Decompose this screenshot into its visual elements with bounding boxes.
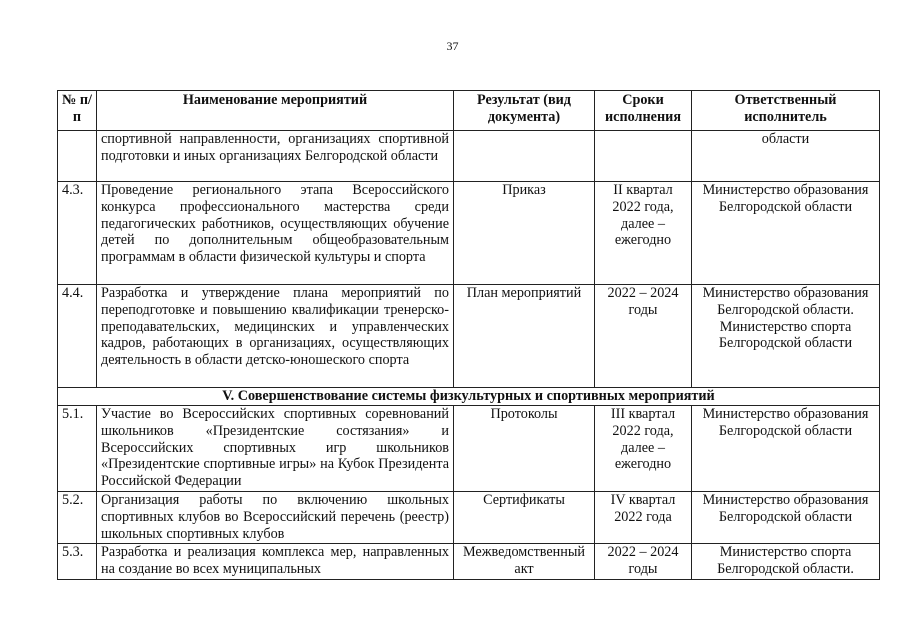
row-result: План мероприятий xyxy=(454,285,595,388)
row-num: 5.3. xyxy=(58,544,97,580)
row-terms: 2022 – 2024 годы xyxy=(595,285,692,388)
section-title: V. Совершенствование системы физкультурных и спортивных мероприятий xyxy=(58,388,880,406)
row-executor: Министерство образования Белгородской области xyxy=(692,492,880,544)
header-executor: Ответственный исполнитель xyxy=(692,91,880,131)
header-result: Результат (вид документа) xyxy=(454,91,595,131)
row-executor: Министерство спорта Белгородской области. xyxy=(692,544,880,580)
row-num: 5.2. xyxy=(58,492,97,544)
table-row xyxy=(58,544,880,580)
table-row xyxy=(58,182,880,285)
row-name: Организация работы по включению школьных спортивных клубов во Всероссийский перечень (реестр) школьных спортивных клубов xyxy=(97,492,454,544)
row-executor: области xyxy=(692,131,880,182)
row-result: Сертификаты xyxy=(454,492,595,544)
row-terms: 2022 – 2024 годы xyxy=(595,544,692,580)
row-name: Участие во Всероссийских спортивных соревнований школьников «Президентские состязания» и Всероссийских спортивных игр школьников «Президентские спортивные игры» на Кубок Президента Российской Федерации xyxy=(97,406,454,492)
row-num: 4.3. xyxy=(58,182,97,285)
table-row xyxy=(58,406,880,492)
row-terms: IV квартал 2022 года xyxy=(595,492,692,544)
row-name: спортивной направленности, организациях спортивной подготовки и иных организациях Белгородской области xyxy=(97,131,454,182)
row-terms: III квартал 2022 года, далее – ежегодно xyxy=(595,406,692,492)
table-row xyxy=(58,131,880,182)
table-row xyxy=(58,285,880,388)
events-table xyxy=(57,90,880,580)
row-name: Разработка и реализация комплекса мер, направленных на создание во всех муниципальных xyxy=(97,544,454,580)
row-num: 5.1. xyxy=(58,406,97,492)
row-executor: Министерство образования Белгородской области xyxy=(692,406,880,492)
row-terms xyxy=(595,131,692,182)
row-name: Проведение регионального этапа Всероссийского конкурса профессионального мастерства среди педагогических работников, осуществляющих обучение детей по дополнительным общеобразовательным программам в области физической культуры и спорта xyxy=(97,182,454,285)
row-name: Разработка и утверждение плана мероприятий по переподготовке и повышению квалификации тренерско-преподавательских, медицинских и управленческих кадров, работающих в организациях, осуществляющих деятельность в области детско-юношеского спорта xyxy=(97,285,454,388)
row-terms: II квартал 2022 года, далее – ежегодно xyxy=(595,182,692,285)
header-num: № п/п xyxy=(58,91,97,131)
header-name: Наименование мероприятий xyxy=(97,91,454,131)
row-result: Протоколы xyxy=(454,406,595,492)
row-result: Межведомственный акт xyxy=(454,544,595,580)
row-result: Приказ xyxy=(454,182,595,285)
table-row xyxy=(58,492,880,544)
row-executor: Министерство образования Белгородской области xyxy=(692,182,880,285)
row-result xyxy=(454,131,595,182)
page-number: 37 xyxy=(446,39,459,53)
header-terms: Сроки исполнения xyxy=(595,91,692,131)
row-num xyxy=(58,131,97,182)
section-row xyxy=(58,388,880,406)
row-num: 4.4. xyxy=(58,285,97,388)
row-executor: Министерство образования Белгородской области. Министерство спорта Белгородской области xyxy=(692,285,880,388)
table-header-row xyxy=(58,91,880,131)
